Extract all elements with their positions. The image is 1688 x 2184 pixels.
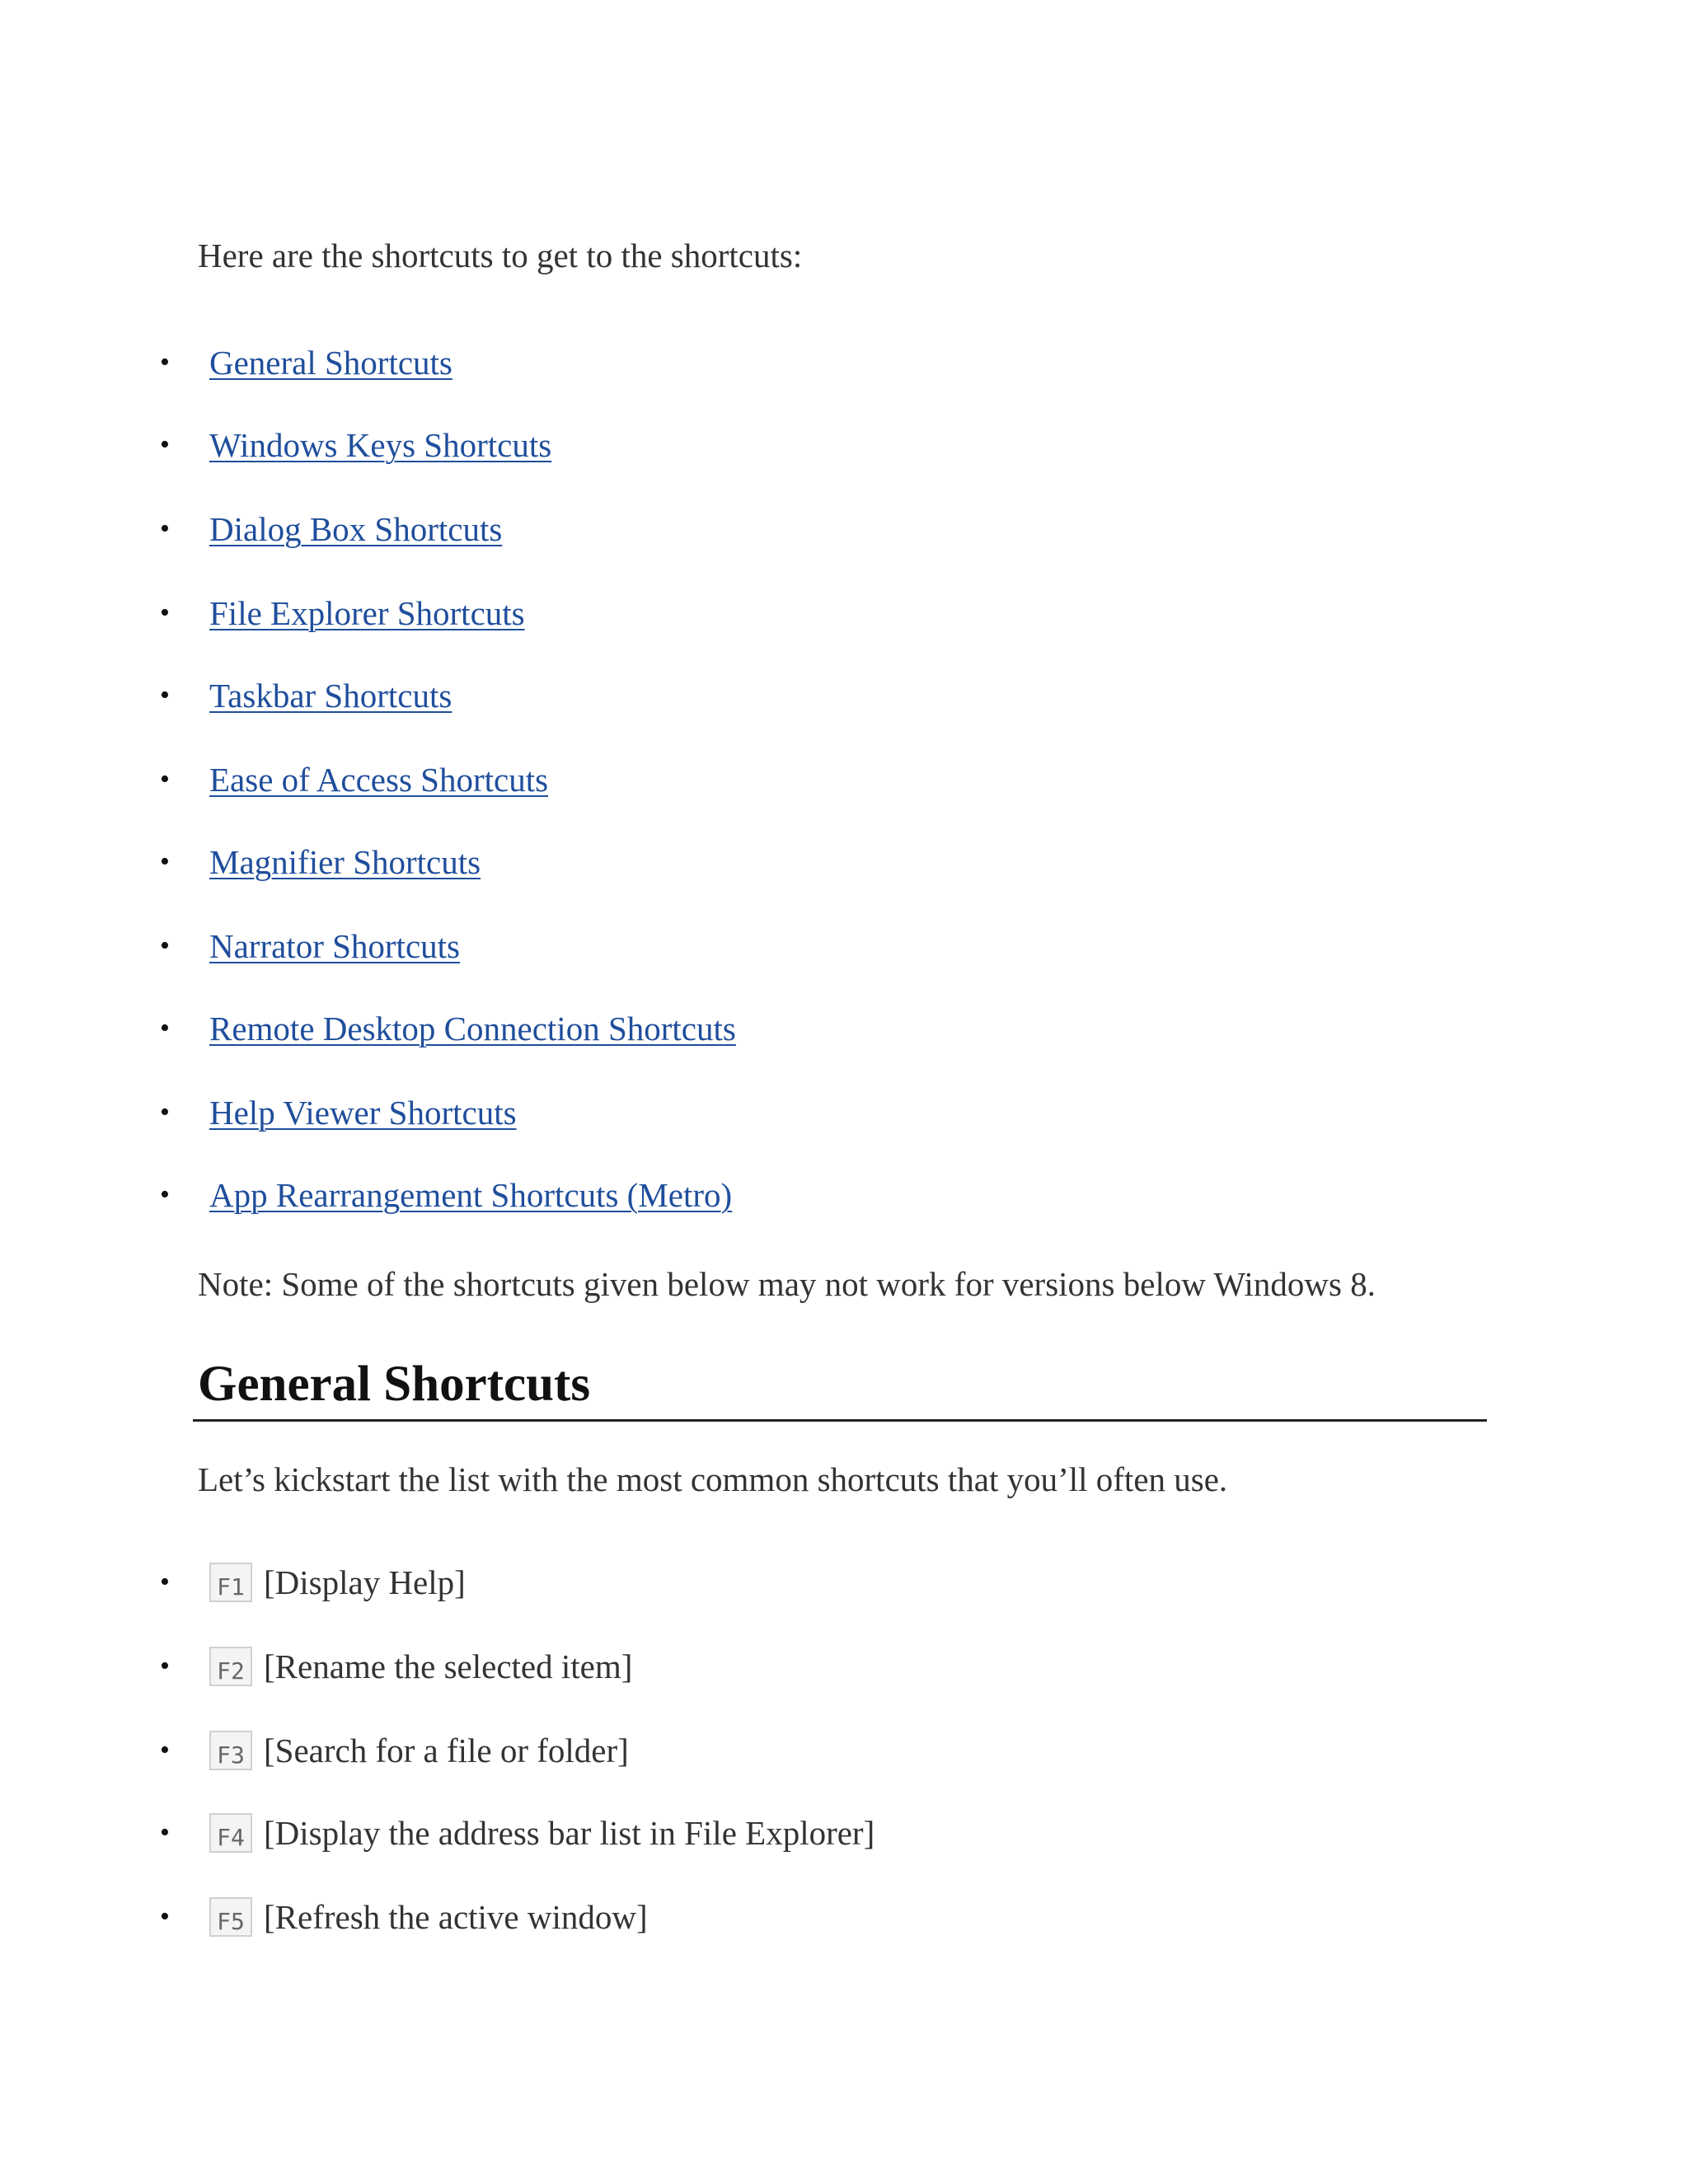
link-app-rearrangement-shortcuts[interactable]: App Rearrangement Shortcuts (Metro) [209, 1176, 733, 1214]
link-file-explorer-shortcuts[interactable]: File Explorer Shortcuts [209, 594, 525, 632]
bullet-icon: • [160, 1651, 170, 1681]
bullet-icon: • [160, 1013, 170, 1043]
key-cap: F4 [209, 1813, 252, 1853]
link-help-viewer-shortcuts[interactable]: Help Viewer Shortcuts [209, 1094, 517, 1132]
section-divider [193, 1419, 1487, 1422]
link-dialog-box-shortcuts[interactable]: Dialog Box Shortcuts [209, 510, 503, 548]
bullet-icon: • [160, 1567, 170, 1597]
section-intro-text: Let’s kickstart the list with the most common shortcuts that you’ll often use. [198, 1460, 1228, 1498]
key-cap: F3 [209, 1731, 252, 1770]
bullet-icon: • [160, 764, 170, 794]
key-cap: F2 [209, 1647, 252, 1686]
note-text: Note: Some of the shortcuts given below may not work for versions below Windows 8. [198, 1265, 1376, 1303]
intro-text: Here are the shortcuts to get to the shortcuts: [198, 237, 803, 274]
link-general-shortcuts[interactable]: General Shortcuts [209, 344, 452, 382]
bullet-icon: • [160, 1097, 170, 1127]
bullet-icon: • [160, 930, 170, 961]
shortcut-description: [Display the address bar list in File Explorer] [264, 1814, 875, 1852]
shortcut-description: [Search for a file or folder] [264, 1732, 629, 1769]
link-narrator-shortcuts[interactable]: Narrator Shortcuts [209, 927, 460, 965]
shortcut-description: [Display Help] [264, 1563, 466, 1601]
section-heading: General Shortcuts [198, 1357, 591, 1412]
bullet-icon: • [160, 846, 170, 877]
bullet-icon: • [160, 513, 170, 544]
key-cap: F1 [209, 1563, 252, 1602]
bullet-icon: • [160, 1735, 170, 1765]
shortcut-description: [Refresh the active window] [264, 1898, 648, 1936]
bullet-icon: • [160, 680, 170, 710]
bullet-icon: • [160, 1901, 170, 1932]
shortcut-description: [Rename the selected item] [264, 1647, 633, 1685]
bullet-icon: • [160, 347, 170, 377]
link-taskbar-shortcuts[interactable]: Taskbar Shortcuts [209, 677, 452, 715]
link-windows-keys-shortcuts[interactable]: Windows Keys Shortcuts [209, 426, 552, 464]
key-cap: F5 [209, 1897, 252, 1937]
bullet-icon: • [160, 1817, 170, 1848]
bullet-icon: • [160, 598, 170, 628]
bullet-icon: • [160, 1179, 170, 1210]
link-remote-desktop-connection-shortcuts[interactable]: Remote Desktop Connection Shortcuts [209, 1010, 736, 1047]
link-ease-of-access-shortcuts[interactable]: Ease of Access Shortcuts [209, 761, 549, 799]
bullet-icon: • [160, 429, 170, 460]
link-magnifier-shortcuts[interactable]: Magnifier Shortcuts [209, 843, 481, 881]
